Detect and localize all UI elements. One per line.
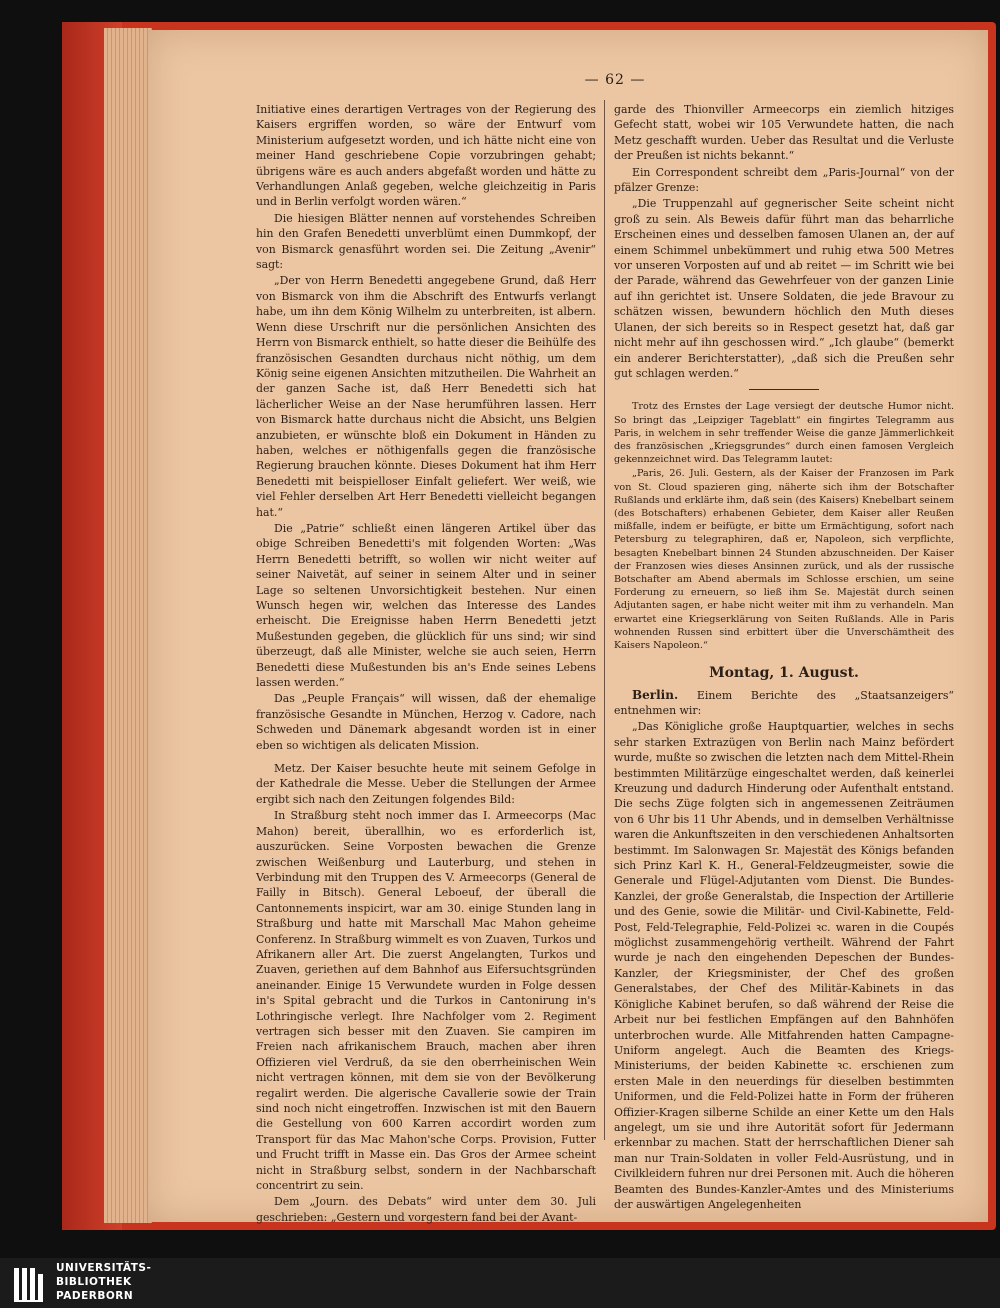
paragraph: „Das Königliche große Hauptquartier, welches in sechs sehr starken Extrazügen von Berlin nach Mainz befördert wurde, mußte so zwischen die letzten nach dem Mittel-Rhein bestimmten Militärzüge eingeschaltet werden, daß keinerlei Kreuzung und dadurch Hinderung oder Aufenthalt entstand. Die sechs Züge folgten sich in angemessenen Zeiträumen von 6 Uhr bis 11 Uhr Abends, und in demselben Verhältnisse waren die Ankunftszeiten in den verschiedenen Anhaltsorten bestimmt. Im Salonwagen Sr. Majestät des Königs befanden sich Prinz Karl K. H., General-Feldzeugmeister, sowie die Generale und Flügel-Adjutanten vom Dienst. Die Bundes-Kanzlei, der große Generalstab, die Inspection der Artillerie und des Genie, sowie die Militär- und Civil-Kabinette, Feld-Post, Feld-Telegraphie, Feld-Polizei ꝛc. waren in die Coupés möglichst zusammengehörig vertheilt. Während der Fahrt wurde je nach den eingehenden Depeschen der Bundes-Kanzler, der Kriegsminister, der Chef des großen Generalstabes, der Chef des Militär-Kabinets in das Königliche Kabinet berufen, so daß während der Reise die Arbeit nur bei festlichen Empfängen auf den Bahnhöfen unterbrochen wurde. Alle Mitfahrenden hatten Campagne-Uniform angelegt. Auch die Beamten des Kriegs-Ministeriums, der beiden Kabinette ꝛc. erschienen zum ersten Male in den neuerdings für dieselben bestimmten Uniformen, und die Feld-Polizei hatte in Form der früheren Offizier-Kragen silberne Schilde an einer Kette um den Hals angelegt, um sie und ihre Autorität sofort für Jedermann erkennbar zu machen. Statt der herrschaftlichen Diener sah man nur Train-Soldaten in voller Feld-Ausrüstung, und in Civilkleidern fuhren nur drei Personen mit. Auch die höheren Beamten des Bundes-Kanzler-Amtes und des Ministeriums der auswärtigen Angelegenheiten	[614, 720, 954, 1211]
place-paragraph	[614, 688, 954, 719]
paragraph: „Der von Herrn Benedetti angegebene Grund, daß Herr von Bismarck von ihm die Abschrift des Entwurfs verlangt habe, um ihn dem König Wilhelm zu unterbreiten, ist albern. Wenn diese Urschrift nur die persönlichen Ansichten des Herrn von Bismarck enthielt, so hatte dieser die Beihülfe des französischen Gesandten durchaus nicht nöthig, um dem König seine eigenen Ansichten mitzutheilen. Die Wahrheit an der ganzen Sache ist, daß Herr Benedetti sich hat lächerlicher Weise an der Nase herumführen lassen. Herr von Bismarck hatte durchaus nicht die Absicht, uns Belgien anzubieten, er wünschte bloß ein Dokument in Händen zu haben, welches er nöthigenfalls gegen die französische Regierung brauchen könnte. Dieses Dokument hat ihm Herr Benedetti mit beispielloser Einfalt geliefert. Wer weiß, wie viel Fehler derselben Art Herr Benedetti vielleicht begangen hat.“	[256, 274, 596, 519]
small-print-paragraph: „Paris, 26. Juli. Gestern, als der Kaiser der Franzosen im Park von St. Cloud spazieren ging, näherte sich ihm der Botschafter Rußlands und erklärte ihm, daß sein (des Kaisers) Knebelbart seinem (des Botschafters) erhabenen Gebieter, dem Kaiser aller Reußen mißfalle, indem er beifügte, er bitte um Ermächtigung, sofort nach Petersburg zu telegraphiren, daß er, Napoleon, sich verpflichte, besagten Knebelbart binnen 24 Stunden abzuschneiden. Der Kaiser der Franzosen wies dieses Ansinnen zurück, und als der russische Botschafter am Abend abermals im Schlosse erschien, um seine Forderung zu erneuern, so ließ ihm Se. Majestät durch seinen Adjutanten sagen, er habe nicht weiter mit ihm zu verhandeln. Man erwartet eine Kriegserklärung von Seiten Rußlands. Alle in Paris wohnenden Russen sind erbittert über die Unverschämtheit des Kaisers Napoleon.“	[614, 468, 954, 651]
paragraph: In Straßburg steht noch immer das I. Armeecorps (Mac Mahon) bereit, überallhin, wo es erforderlich ist, auszurücken. Seine Vorposten bewachen die Grenze zwischen Weißenburg und Lauterburg, und stehen in Verbindung mit den Truppen des V. Armeecorps (General de Failly in Bitsch). General Leboeuf, der überall die Cantonnements inspicirt, war am 30. einige Stunden lang in Straßburg und hatte mit Marschall Mac Mahon geheime Conferenz. In Straßburg wimmelt es von Zuaven, Turkos und Afrikanern aller Art. Die zuerst Angelangten, Turkos und Zuaven, geriethen auf dem Bahnhof aus Eifersuchtsgründen aneinander. Einige 15 Verwundete wurden in Folge dessen in's Spital gebracht und die Turkos in Cantonirung in's Lothringische verlegt. Ihre Nachfolger vom 2. Regiment vertragen sich besser mit den Zuaven. Sie campiren im Freien nach afrikanischem Brauch, machen aber ihren Offizieren viel Verdruß, da sie den oberrheinischen Wein nicht vertragen können, mit dem sie von der Bevölkerung regalirt werden. Die algerische Cavallerie sowie der Train sind noch nicht eingetroffen. Inzwischen ist mit den Bauern die Gestellung von 600 Karren accordirt worden zum Transport für das Mac Mahon'sche Corps. Provision, Futter und Frucht trifft in Masse ein. Das Gros der Armee scheint nicht in Straßburg selbst, sondern in der Nachbarschaft concentrirt zu sein.	[256, 809, 596, 1193]
small-print-paragraph: Trotz des Ernstes der Lage versiegt der deutsche Humor nicht. So bringt das „Leipziger Tageblatt“ ein fingirtes Telegramm aus Paris, in welchem in sehr treffender Weise die ganze Jämmerlichkeit des französischen „Kriegsgrundes“ durch einen famosen Vergleich gekennzeichnet wird. Das Telegramm lautet:	[614, 401, 954, 466]
page-edges	[104, 28, 152, 1223]
paragraph: Ein Correspondent schreibt dem „Paris-Journal“ von der pfälzer Grenze:	[614, 165, 954, 195]
paragraph: garde des Thionviller Armeecorps ein ziemlich hitziges Gefecht statt, wobei wir 105 Verwundete hatten, die nach Metz geschafft wurden. Ueber das Resultat und die Verluste der Preußen ist nichts bekannt.“	[614, 103, 954, 163]
paragraph: Die hiesigen Blätter nennen auf vorstehendes Schreiben hin den Grafen Benedetti unverblümt einen Dummkopf, der von Bismarck genasführt worden sei. Die Zeitung „Avenir“ sagt:	[256, 211, 596, 272]
logo-text-line1: UNIVERSITÄTS-	[56, 1262, 152, 1274]
place-name: Berlin.	[632, 687, 679, 702]
section-separator	[749, 389, 819, 390]
page-number: — 62 —	[584, 72, 646, 88]
library-logo-icon	[12, 1264, 52, 1304]
paragraph: Initiative eines derartigen Vertrages von der Regierung des Kaisers ergriffen worden, so wäre der Entwurf vom Ministerium aufgesetzt worden, und ich hätte nicht eine von meiner Hand geschriebene Copie vorzubringen gehabt; übrigens wäre es auch anders abgefaßt worden und hätte zu Verhandlungen Anlaß gegeben, welche gleichzeitig in Paris und in Berlin verfolgt worden wären.“	[256, 103, 596, 209]
paragraph: Das „Peuple Français“ will wissen, daß der ehemalige französische Gesandte in München, Herzog v. Cadore, nach Schweden und Dänemark abgesandt worden ist in einer eben so wichtigen als delicaten Mission.	[256, 692, 596, 752]
place-text: Einem Berichte des „Staatsanzeigers“ entnehmen wir:	[614, 688, 954, 717]
paragraph: Metz. Der Kaiser besuchte heute mit seinem Gefolge in der Kathedrale die Messe. Ueber die Stellungen der Armee ergibt sich nach den Zeitungen folgendes Bild:	[256, 762, 596, 806]
column-divider	[604, 100, 605, 1140]
logo-text-line3: PADERBORN	[56, 1290, 134, 1302]
right-column	[614, 102, 954, 1213]
paragraph: Dem „Journ. des Debats“ wird unter dem 30. Juli geschrieben: „Gestern und vorgestern fand bei der Avant-	[256, 1195, 596, 1224]
logo-text-line2: BIBLIOTHEK	[56, 1276, 132, 1288]
day-heading: Montag, 1. August.	[709, 665, 859, 682]
left-column	[256, 102, 596, 1226]
paragraph: Die „Patrie“ schließt einen längeren Artikel über das obige Schreiben Benedetti's mit folgenden Worten: „Was Herrn Benedetti betrifft, so wollen wir nicht weiter auf seiner Naivetät, auf seiner in seinem Alter und in seiner Lage so seltenen Unvorsichtigkeit bestehen. Nur einen Wunsch hegen wir, welchen das Interesse des Landes erheischt. Die Ereignisse haben Herrn Benedetti jetzt Mußestunden gegeben, die glücklich für uns sind; wir sind überzeugt, daß alle Minister, welche sie auch seien, Herrn Benedetti diese Mußestunden bis an's Ende seines Lebens lassen werden.“	[256, 521, 596, 690]
paragraph: „Die Truppenzahl auf gegnerischer Seite scheint nicht groß zu sein. Als Beweis dafür führt man das beharrliche Erscheinen eines und desselben famosen Ulanen an, der auf einem Schimmel unbekümmert und ruhig etwa 500 Metres vor unseren Vorposten auf und ab reitet — im Schritt wie bei der Parade, während das Gewehrfeuer von der ganzen Linie auf ihn gerichtet ist. Unsere Soldaten, die jede Bravour zu schätzen wissen, bewundern höchlich den Muth dieses Ulanen, der sich bereits so in Respect gesetzt hat, daß gar nicht mehr auf ihn geschossen wird.“ „Ich glaube“ (bemerkt ein anderer Berichterstatter), „daß sich die Preußen sehr gut schlagen werden.“	[614, 197, 954, 380]
